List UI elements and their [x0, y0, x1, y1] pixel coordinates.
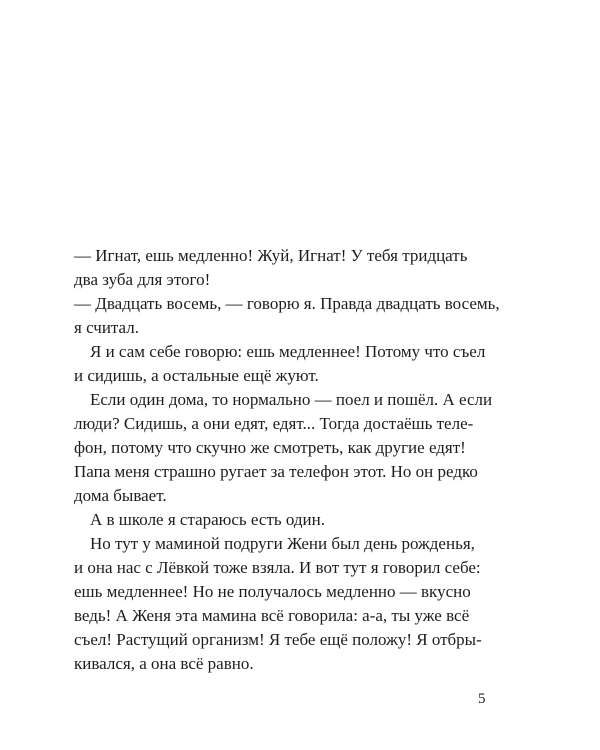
- text-line: Папа меня страшно ругает за телефон этот. Но он редко: [74, 462, 478, 481]
- text-line: Но тут у маминой подруги Жени был день рожденья,: [90, 534, 475, 553]
- text-line: ешь медленнее! Но не получалось медленно — вкусно: [74, 582, 471, 601]
- text-line: я считал.: [74, 318, 139, 337]
- text-line: ведь! А Женя эта мамина всё говорила: а-а, ты уже всё: [74, 606, 470, 625]
- text-line: люди? Сидишь, а они едят, едят... Тогда достаёшь теле-: [74, 414, 474, 433]
- text-line: и сидишь, а остальные ещё жуют.: [74, 366, 319, 385]
- text-line: и она нас с Лёвкой тоже взяла. И вот тут я говорил себе:: [74, 558, 481, 577]
- text-line: два зуба для этого!: [74, 270, 211, 289]
- text-line: — Игнат, ешь медленно! Жуй, Игнат! У тебя тридцать: [74, 246, 468, 265]
- text-line: Я и сам себе говорю: ешь медленнее! Потому что съел: [90, 342, 486, 361]
- text-line: съел! Растущий организм! Я тебе ещё положу! Я отбры-: [74, 630, 482, 649]
- text-line: Если один дома, то нормально — поел и пошёл. А если: [90, 390, 493, 409]
- text-line: кивался, а она всё равно.: [74, 654, 254, 673]
- text-line: дома бывает.: [74, 486, 167, 505]
- body-text: [74, 244, 520, 676]
- text-line: — Двадцать восемь, — говорю я. Правда двадцать восемь,: [74, 294, 500, 313]
- page-number: 5: [478, 691, 486, 707]
- text-line: фон, потому что скучно же смотреть, как другие едят!: [74, 438, 466, 457]
- text-line: А в школе я стараюсь есть один.: [90, 510, 325, 529]
